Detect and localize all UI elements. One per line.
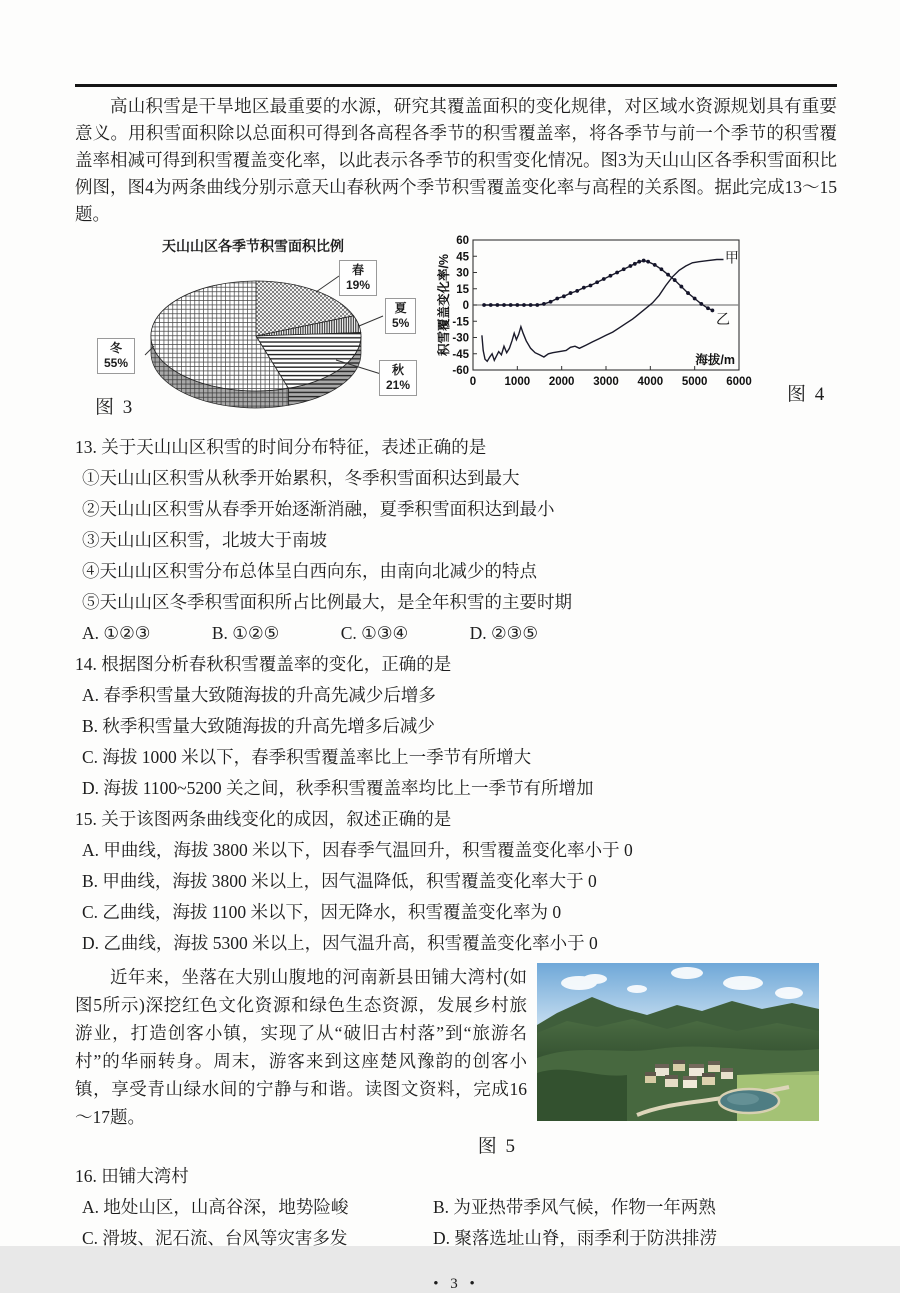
question-16 bbox=[75, 1161, 837, 1254]
village-photo-frame bbox=[537, 963, 819, 1161]
village-photo bbox=[537, 963, 819, 1121]
q13-statement-2: ②天山山区积雪从春季开始逐渐消融，夏季积雪面积达到最小 bbox=[82, 499, 555, 519]
q13-option-b: B. ①②⑤ bbox=[211, 623, 280, 643]
svg-text:6000: 6000 bbox=[726, 376, 752, 388]
figure3-caption: 图 3 bbox=[95, 397, 135, 418]
svg-text:45: 45 bbox=[456, 251, 469, 264]
question-14 bbox=[75, 649, 837, 804]
line-chart bbox=[437, 234, 773, 400]
page-content bbox=[75, 84, 837, 1293]
pie-figure bbox=[93, 234, 433, 430]
q16-option-d: D. 聚落选址山脊，雨季利于防洪排涝 bbox=[433, 1228, 717, 1248]
q13-option-a: A. ①②③ bbox=[82, 623, 151, 643]
intro-paragraph: 高山积雪是干旱地区最重要的水源，研究其覆盖面积的变化规律，对区域水资源规划具有重要意义。用积雪面积除以总面积可得到各高程各季节的积雪覆盖率，将各季节与前一个季节的积雪覆盖率相减可得到积雪覆盖变化率，以此表示各季节的积雪变化情况。图3为天山山区各季积雪面积比例图，图4为两条曲线分别示意天山春秋两个季节积雪覆盖变化率与高程的关系图。据此完成13～15题。 bbox=[75, 96, 837, 224]
q16-option-b: B. 为亚热带季风气候，作物一年两熟 bbox=[433, 1197, 716, 1217]
svg-text:5000: 5000 bbox=[681, 376, 708, 388]
svg-text:0: 0 bbox=[462, 300, 469, 312]
question-15 bbox=[75, 804, 837, 959]
header-rule bbox=[75, 84, 837, 87]
pie-label-autumn bbox=[379, 360, 417, 396]
q14-option-d: D. 海拔 1100~5200 关之间，秋季积雪覆盖率均比上一季节有所增加 bbox=[82, 778, 594, 798]
pie-label-winter-value: 55% bbox=[104, 356, 129, 370]
svg-text:30: 30 bbox=[456, 267, 469, 280]
q16-options-row-2 bbox=[75, 1223, 837, 1254]
q13-statement-5: ⑤天山山区冬季积雪面积所占比例最大，是全年积雪的主要时期 bbox=[82, 592, 572, 612]
q13-options-row bbox=[75, 618, 837, 649]
village-text bbox=[75, 963, 527, 1161]
svg-text:-30: -30 bbox=[452, 332, 469, 345]
q15-stem: 15. 关于该图两条曲线变化的成因，叙述正确的是 bbox=[75, 809, 452, 829]
svg-text:甲: 甲 bbox=[724, 251, 739, 267]
pie-label-spring bbox=[339, 260, 377, 296]
village-paragraph: 近年来，坐落在大别山腹地的河南新县田铺大湾村(如图5所示)深挖红色文化资源和绿色生态资源，发展乡村旅游业，打造创客小镇，实现了从“破旧古村落”到“旅游名村”的华丽转身。周末，游客来到这座楚风豫韵的创客小镇，享受青山绿水间的宁静与和谐。读图文资料，完成16～17题。 bbox=[75, 967, 527, 1127]
q14-option-c: C. 海拔 1000 米以下，春季积雪覆盖率比上一季节有所增大 bbox=[82, 747, 532, 767]
pie-label-winter-name: 冬 bbox=[110, 341, 123, 355]
pie-chart-title: 天山山区各季节积雪面积比例 bbox=[162, 238, 344, 254]
q13-option-c: C. ①③④ bbox=[340, 623, 409, 643]
pie-label-autumn-value: 21% bbox=[386, 378, 411, 392]
village-section bbox=[75, 963, 837, 1161]
pie-label-spring-value: 19% bbox=[346, 278, 371, 292]
pie-label-summer bbox=[385, 298, 416, 334]
svg-text:60: 60 bbox=[456, 235, 469, 247]
line-figure bbox=[437, 234, 773, 412]
q15-option-a: A. 甲曲线，海拔 3800 米以下，因春季气温回升，积雪覆盖变化率小于 0 bbox=[82, 840, 633, 860]
q15-option-d: D. 乙曲线，海拔 5300 米以上，因气温升高，积雪覆盖变化率小于 0 bbox=[82, 933, 598, 953]
q14-option-a: A. 春季积雪量大致随海拔的升高先减少后增多 bbox=[82, 685, 436, 705]
svg-text:1000: 1000 bbox=[504, 376, 531, 388]
pie-label-summer-value: 5% bbox=[392, 316, 410, 330]
q13-statement-3: ③天山山区积雪，北坡大于南坡 bbox=[82, 530, 327, 550]
svg-text:-60: -60 bbox=[452, 365, 469, 377]
figures-row bbox=[93, 234, 837, 430]
figure5-caption: 图 5 bbox=[477, 1136, 517, 1157]
q14-stem: 14. 根据图分析春秋积雪覆盖率的变化，正确的是 bbox=[75, 654, 452, 674]
svg-text:15: 15 bbox=[456, 283, 469, 296]
page-number: • 3 • bbox=[433, 1276, 479, 1292]
q14-option-b: B. 秋季积雪量大致随海拔的升高先增多后减少 bbox=[82, 716, 435, 736]
q16-stem: 16. 田铺大湾村 bbox=[75, 1166, 189, 1186]
svg-text:海拔/m: 海拔/m bbox=[695, 353, 735, 367]
svg-text:-15: -15 bbox=[452, 316, 469, 329]
q16-option-c: C. 滑坡、泥石流、台风等灾害多发 bbox=[82, 1228, 348, 1248]
svg-text:3000: 3000 bbox=[593, 376, 619, 388]
pie-label-winter bbox=[97, 338, 135, 374]
q15-option-c: C. 乙曲线，海拔 1100 米以下，因无降水，积雪覆盖变化率为 0 bbox=[82, 902, 562, 922]
pie-label-summer-name: 夏 bbox=[394, 301, 407, 315]
figure4-caption: 图 4 bbox=[787, 384, 827, 405]
q13-statement-4: ④天山山区积雪分布总体呈白西向东，由南向北减少的特点 bbox=[82, 561, 537, 581]
pie-label-spring-name: 春 bbox=[352, 263, 365, 277]
q16-option-a: A. 地处山区，山高谷深，地势险峻 bbox=[82, 1197, 349, 1217]
q16-options-row-1 bbox=[75, 1192, 837, 1223]
svg-text:0: 0 bbox=[469, 376, 477, 388]
svg-text:乙: 乙 bbox=[715, 313, 730, 329]
svg-text:积雪覆盖变化率/%: 积雪覆盖变化率/% bbox=[437, 253, 451, 357]
q13-statement-1: ①天山山区积雪从秋季开始累积，冬季积雪面积达到最大 bbox=[82, 468, 520, 488]
svg-text:-45: -45 bbox=[452, 348, 469, 361]
q13-option-d: D. ②③⑤ bbox=[469, 623, 539, 643]
question-13 bbox=[75, 432, 837, 649]
q15-option-b: B. 甲曲线，海拔 3800 米以上，因气温降低，积雪覆盖变化率大于 0 bbox=[82, 871, 597, 891]
svg-text:2000: 2000 bbox=[548, 376, 575, 388]
pie-label-autumn-name: 秋 bbox=[392, 363, 405, 377]
q13-stem: 13. 关于天山山区积雪的时间分布特征，表述正确的是 bbox=[75, 437, 487, 457]
svg-text:4000: 4000 bbox=[637, 376, 664, 388]
